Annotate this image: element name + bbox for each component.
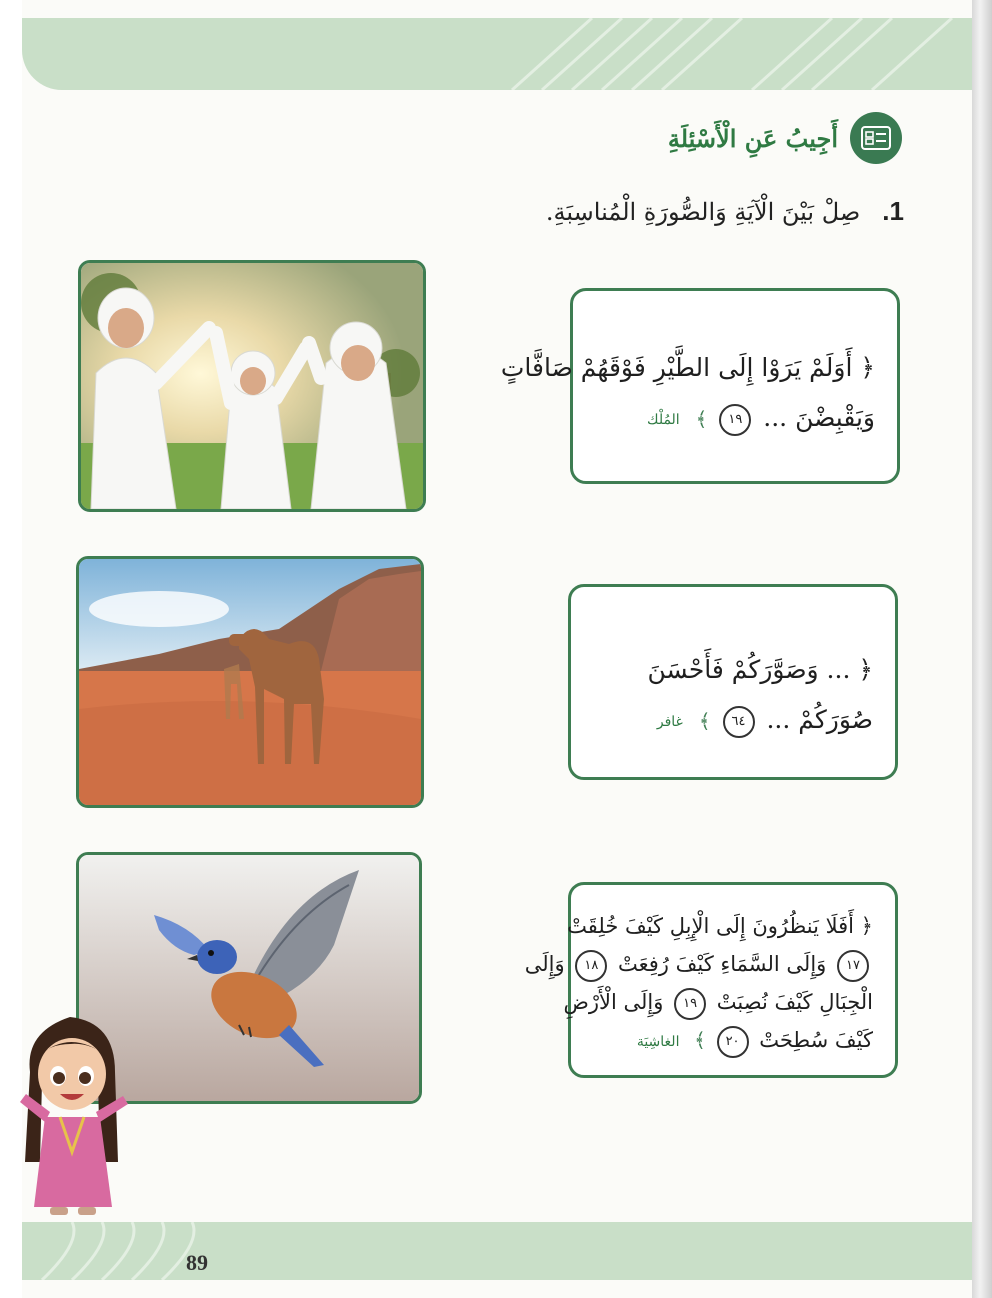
photo-children[interactable] xyxy=(78,260,426,512)
book-spine xyxy=(972,0,992,1298)
cartoon-girl-illustration xyxy=(20,1012,130,1226)
question-number: 1. xyxy=(882,196,904,226)
ayah-number: ١٩ xyxy=(674,988,706,1020)
closing-ornament-icon: ﴾ xyxy=(695,407,708,431)
ayah-number: ٢٠ xyxy=(717,1026,749,1058)
section-heading xyxy=(668,112,902,164)
ayah-number: ١٩ xyxy=(719,404,751,436)
verse-line-text: الْجِبَالِ كَيْفَ نُصِبَتْ xyxy=(716,990,873,1014)
ayah-number: ٦٤ xyxy=(723,706,755,738)
scan-edge xyxy=(0,0,22,1298)
question-text: صِلْ بَيْنَ الْآيَةِ وَالصُّورَةِ الْمُناسِبَةِ. xyxy=(545,198,861,226)
verse-line xyxy=(563,983,873,1021)
verse-line xyxy=(524,945,873,983)
verse-box-3[interactable] xyxy=(524,882,898,1078)
verse-line xyxy=(593,1021,873,1061)
surah-name: المُلْك xyxy=(647,411,680,428)
bottom-decorative-band xyxy=(22,1222,972,1280)
verse-line-text: وَإِلَى الْأَرْضِ xyxy=(563,990,664,1014)
verse-line xyxy=(595,393,875,445)
closing-ornament-icon: ﴾ xyxy=(694,1028,706,1052)
surah-name: الغاشِيَة xyxy=(636,1033,680,1050)
verse-line-text: وَيَقْبِضْنَ ... xyxy=(763,403,875,432)
closing-ornament-icon: ﴾ xyxy=(698,709,711,733)
photo-camel[interactable] xyxy=(76,556,424,808)
verse-line-text: وَإِلَى xyxy=(524,952,565,976)
surah-name: غافر xyxy=(656,713,683,730)
verse-line-text: وَإِلَى السَّمَاءِ كَيْفَ رُفِعَتْ xyxy=(618,952,827,976)
verse-line: ﴿ أَفَلَا يَنظُرُونَ إِلَى الْإِبِلِ كَيْفَ خُلِقَتْ xyxy=(567,914,873,938)
verse-line xyxy=(593,695,873,747)
page-number: 89 xyxy=(186,1250,208,1275)
verse-box-1[interactable] xyxy=(500,288,900,484)
verse-line: ﴿ أَوَلَمْ يَرَوْا إِلَى الطَّيْرِ فَوْقَهُمْ صَافَّاتٍ xyxy=(500,353,875,382)
ayah-number: ١٧ xyxy=(837,950,869,982)
section-title: أَجِيبُ عَنِ الْأَسْئِلَةِ xyxy=(667,123,838,153)
question-1 xyxy=(546,196,904,227)
verse-box-2[interactable] xyxy=(568,584,898,780)
question-list-icon xyxy=(850,112,902,164)
verse-line-text: كَيْفَ سُطِحَتْ xyxy=(759,1028,873,1052)
verse-line: ﴿ ... وَصَوَّرَكُمْ فَأَحْسَنَ xyxy=(647,655,873,684)
ayah-number: ١٨ xyxy=(575,950,607,982)
verse-line-text: صُوَرَكُمْ ... xyxy=(766,705,873,734)
top-decorative-band xyxy=(22,18,972,90)
